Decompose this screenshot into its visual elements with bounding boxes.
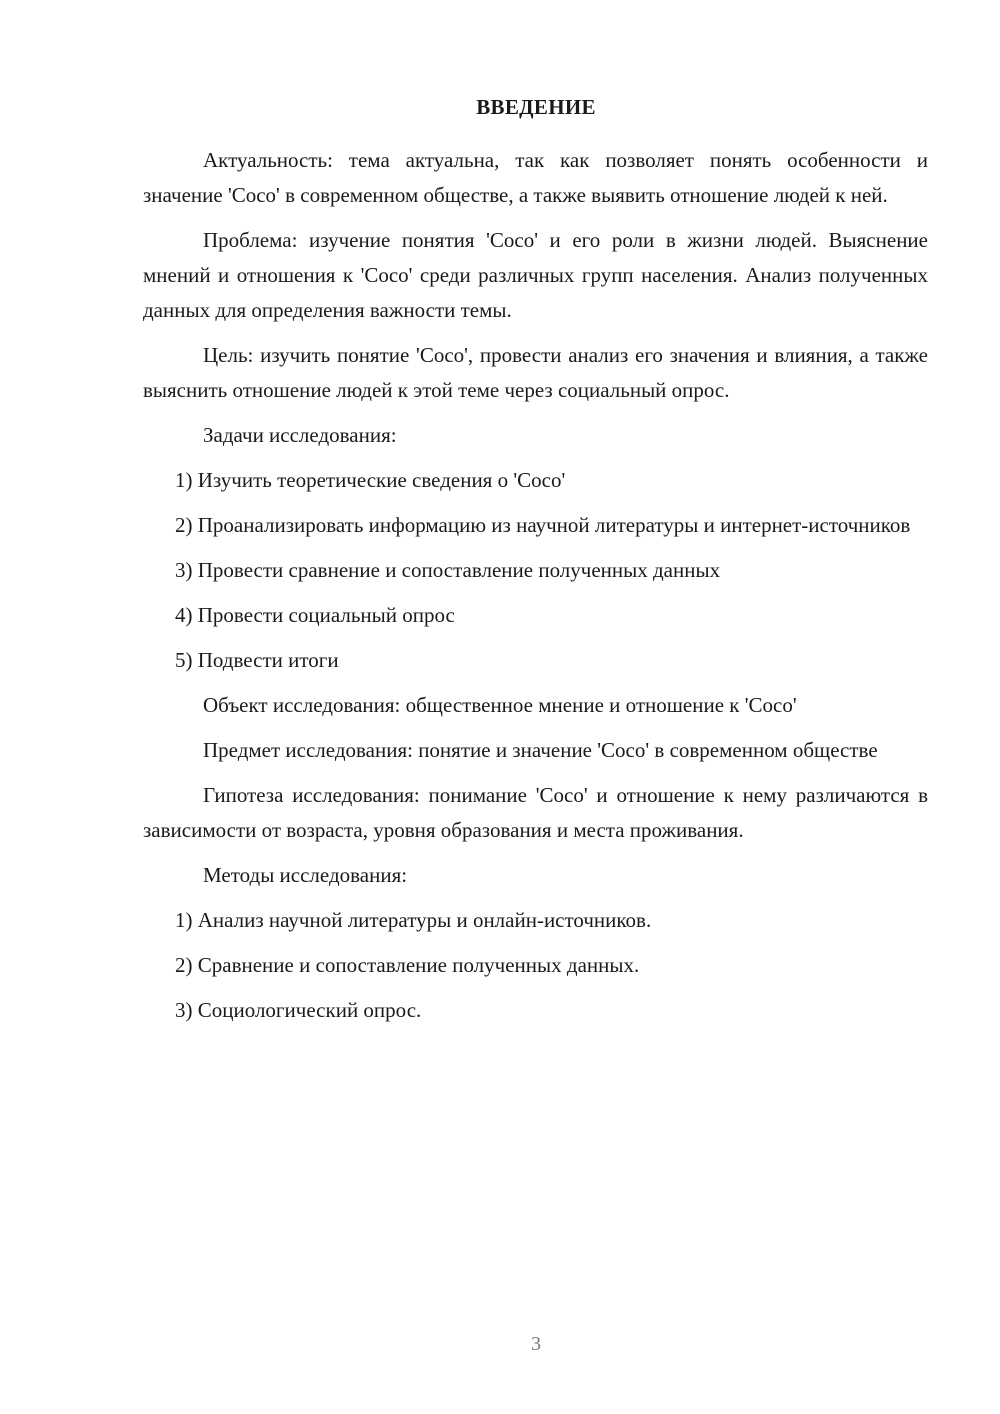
list-item: 5) Подвести итоги bbox=[175, 648, 339, 672]
paragraph-hypothesis: Гипотеза исследования: понимание 'Coco' и отношение к нему различаются в зависимости от возраста, уровня образования и места проживания. bbox=[143, 783, 928, 842]
paragraph-goal: Цель: изучить понятие 'Coco', провести анализ его значения и влияния, а также выяснить отношение людей к этой теме через социальный опрос. bbox=[143, 343, 928, 402]
paragraph-methods-heading: Методы исследования: bbox=[203, 863, 408, 887]
paragraph-relevance: Актуальность: тема актуальна, так как позволяет понять особенности и значение 'Coco' в современном обществе, а также выявить отношение людей к ней. bbox=[143, 148, 928, 207]
list-item: 4) Провести социальный опрос bbox=[175, 603, 455, 627]
paragraph-subject: Предмет исследования: понятие и значение 'Coco' в современном обществе bbox=[203, 738, 878, 762]
list-item: 1) Анализ научной литературы и онлайн-источников. bbox=[175, 908, 652, 932]
page-number: 3 bbox=[531, 1333, 541, 1355]
paragraph-object: Объект исследования: общественное мнение и отношение к 'Coco' bbox=[203, 693, 797, 717]
body-text bbox=[143, 143, 928, 1038]
section-heading: ВВЕДЕНИЕ bbox=[476, 95, 596, 119]
list-item: 1) Изучить теоретические сведения о 'Coco' bbox=[175, 468, 566, 492]
list-item: 2) Проанализировать информацию из научной литературы и интернет-источников bbox=[175, 513, 911, 537]
list-item: 3) Провести сравнение и сопоставление полученных данных bbox=[175, 558, 721, 582]
paragraph-problem: Проблема: изучение понятия 'Coco' и его роли в жизни людей. Выяснение мнений и отношения к 'Coco' среди различных групп населения. Анализ полученных данных для определения важности темы. bbox=[143, 228, 928, 322]
paragraph-tasks-heading: Задачи исследования: bbox=[203, 423, 397, 447]
list-item: 2) Сравнение и сопоставление полученных данных. bbox=[175, 953, 640, 977]
list-item: 3) Социологический опрос. bbox=[175, 998, 422, 1022]
